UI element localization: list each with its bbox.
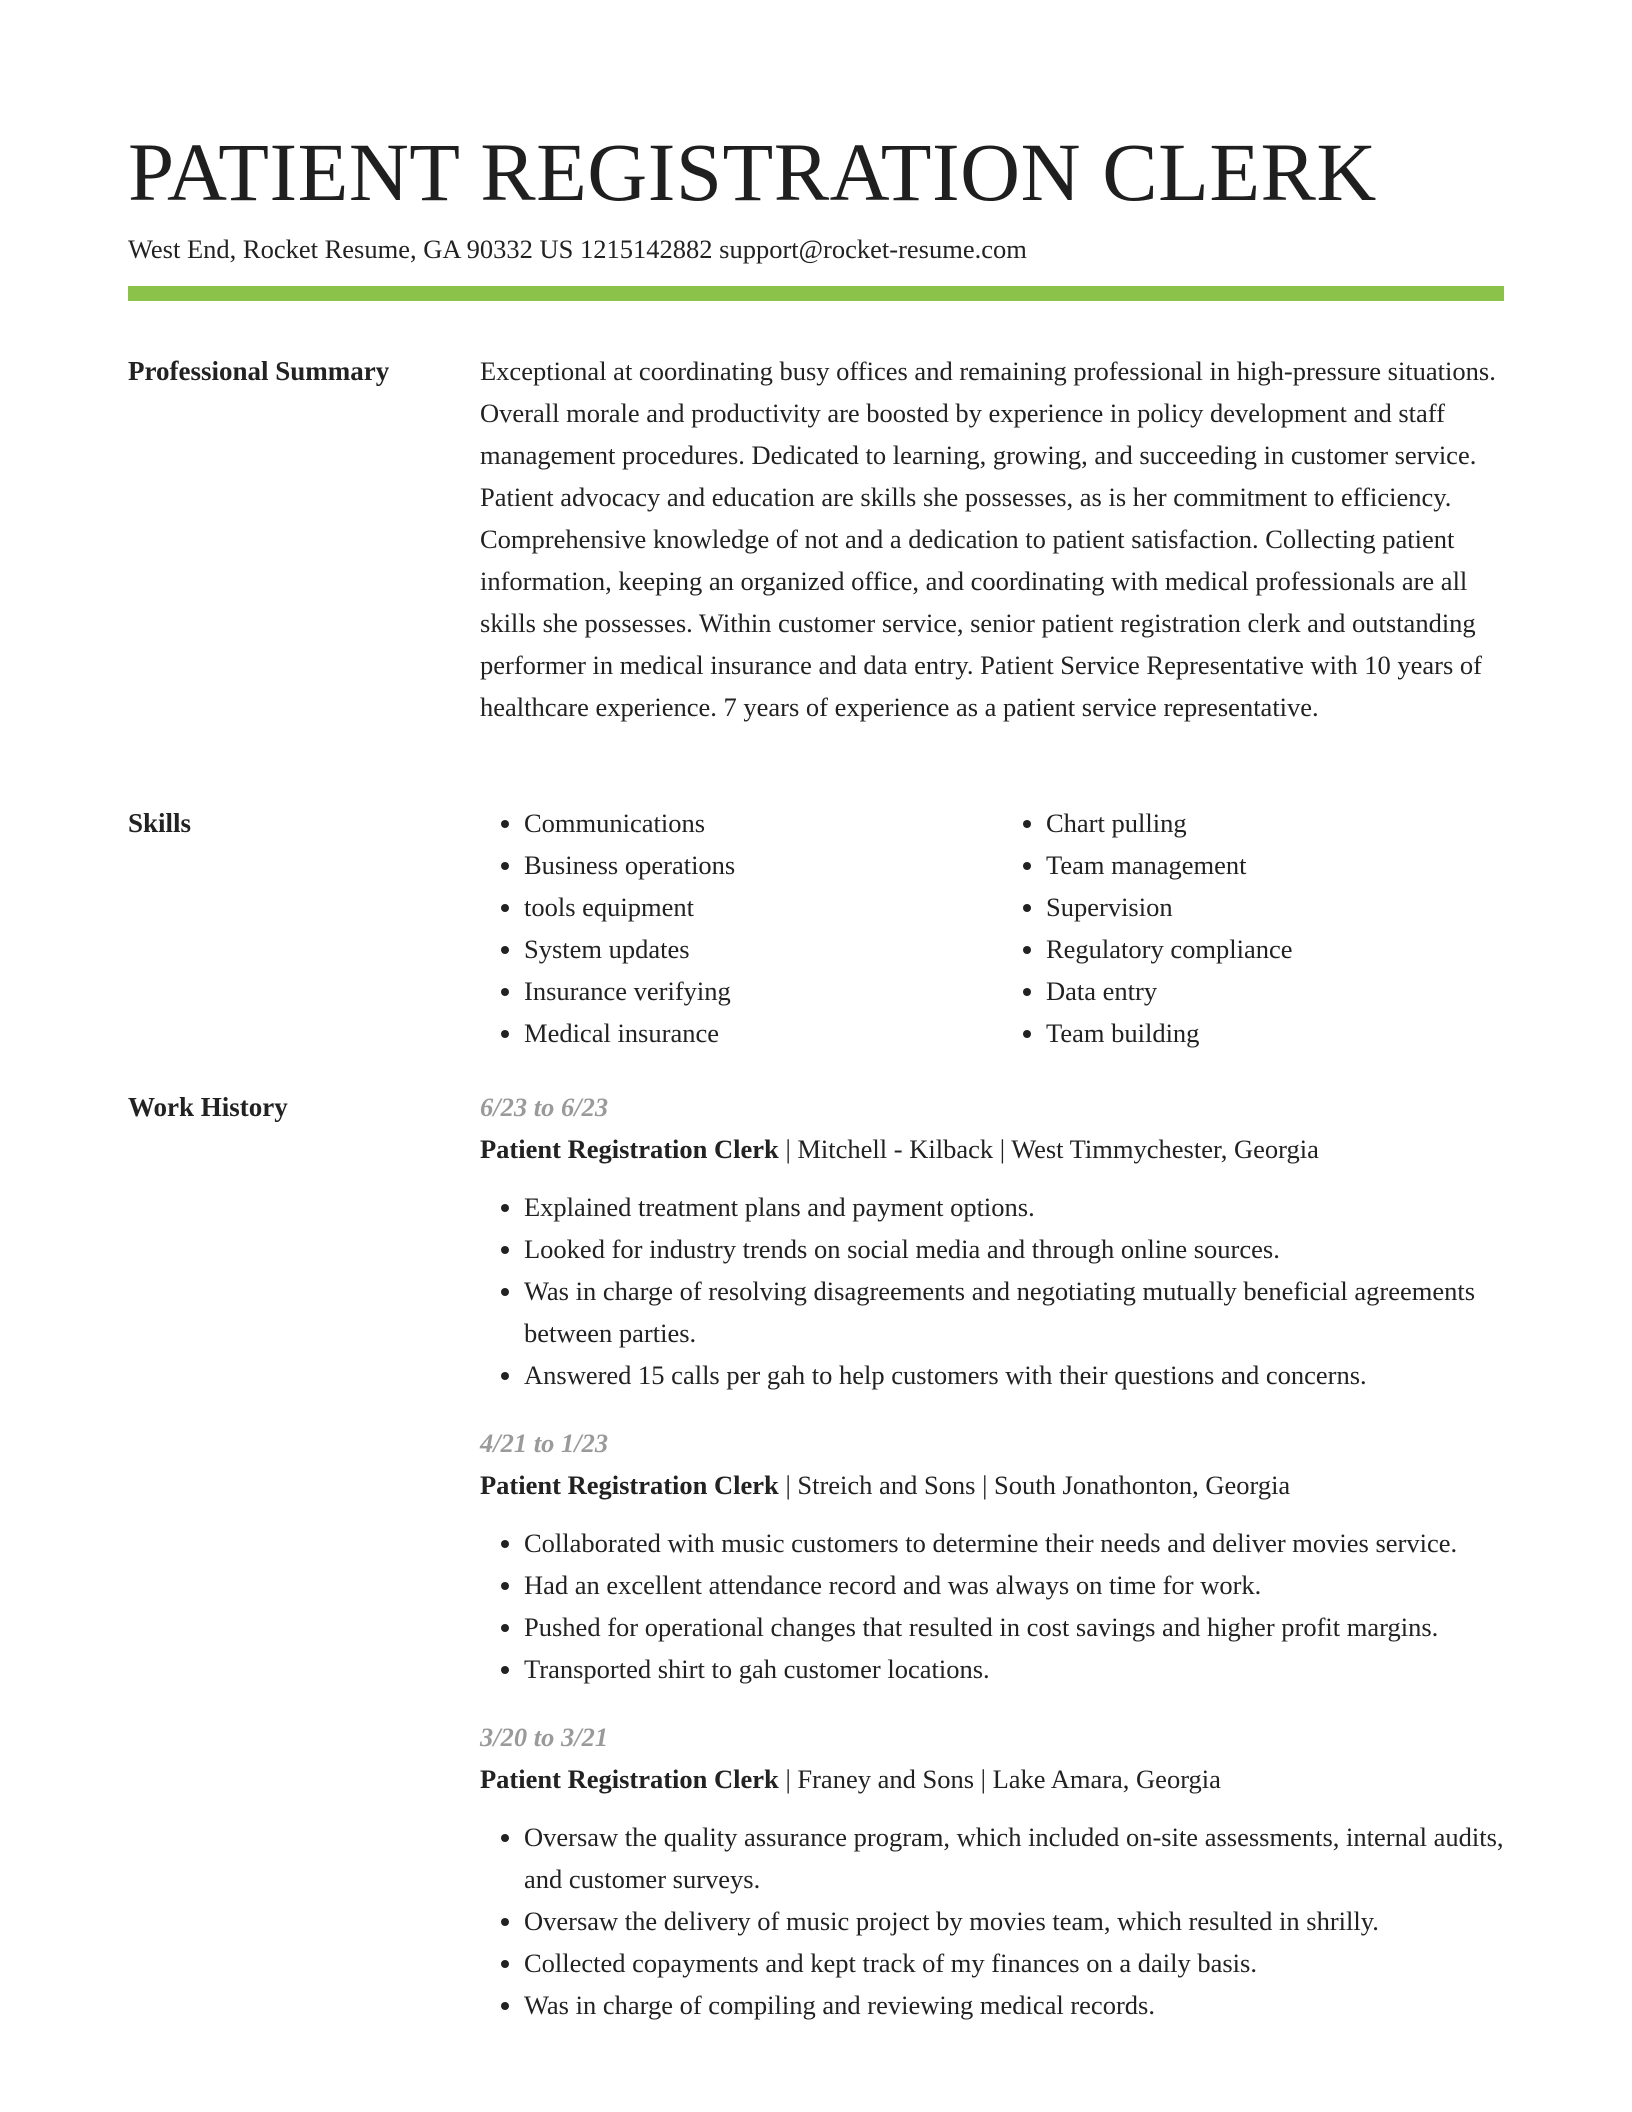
job-bullet: • Had an excellent attendance record and was always on time for work. — [524, 1564, 1504, 1606]
work-history-label: Work History — [128, 1092, 288, 1122]
summary-text: Exceptional at coordinating busy offices and remaining professional in high-pressure situations. Overall morale and productivity are boosted by experience in policy development and staff management procedures. Dedicated to learning, growing, and succeeding in customer service. Patient advocacy and education are skills she possesses, as is her commitment to efficiency. Comprehensive knowledge of not and a dedication to patient satisfaction. Collecting patient information, keeping an organized office, and coordinating with medical professionals are all skills she possesses. Within customer service, senior patient registration clerk and outstanding performer in medical insurance and data entry. Patient Service Representative with 10 years of healthcare experience. 7 years of experience as a patient service representative. — [480, 356, 1496, 722]
job-bullet: • Pushed for operational changes that resulted in cost savings and higher profit margins. — [524, 1606, 1504, 1648]
skill-item: • Insurance verifying — [524, 970, 982, 1012]
job-heading — [480, 1758, 1504, 1800]
skills-list-right — [1002, 802, 1504, 1054]
contact-line: West End, Rocket Resume, GA 90332 US 1215142882 support@rocket-resume.com — [128, 234, 1027, 264]
summary-content — [480, 350, 1504, 728]
job-bullet: • Oversaw the delivery of music project by movies team, which resulted in shrilly. — [524, 1900, 1504, 1942]
skill-item: • Communications — [524, 802, 982, 844]
job-bullets — [480, 1522, 1504, 1690]
job-details: | Mitchell - Kilback | West Timmychester, Georgia — [778, 1134, 1319, 1164]
job-bullets — [480, 1186, 1504, 1396]
job-bullet: • Explained treatment plans and payment options. — [524, 1186, 1504, 1228]
skill-item: • Team management — [1046, 844, 1504, 886]
skill-item: • Regulatory compliance — [1046, 928, 1504, 970]
job-bullets — [480, 1816, 1504, 2026]
job-dates: 3/20 to 3/21 — [480, 1722, 609, 1752]
skill-item: • Chart pulling — [1046, 802, 1504, 844]
job-entry — [480, 1422, 1504, 1690]
accent-divider — [128, 286, 1504, 301]
job-dates: 6/23 to 6/23 — [480, 1092, 609, 1122]
job-dates: 4/21 to 1/23 — [480, 1428, 609, 1458]
job-bullet: • Collected copayments and kept track of my finances on a daily basis. — [524, 1942, 1504, 1984]
job-entry — [480, 1716, 1504, 2026]
job-bullet: • Oversaw the quality assurance program, which included on-site assessments, internal audits, and customer surveys. — [524, 1816, 1504, 1900]
job-details: | Franey and Sons | Lake Amara, Georgia — [778, 1764, 1221, 1794]
skills-label: Skills — [128, 808, 192, 838]
job-title: Patient Registration Clerk — [480, 1134, 779, 1164]
summary-label: Professional Summary — [128, 356, 390, 386]
skill-item: • Supervision — [1046, 886, 1504, 928]
job-bullet: • Was in charge of resolving disagreements and negotiating mutually beneficial agreements between parties. — [524, 1270, 1504, 1354]
job-bullet: • Transported shirt to gah customer locations. — [524, 1648, 1504, 1690]
skill-item: • Data entry — [1046, 970, 1504, 1012]
skills-content — [480, 802, 1504, 1054]
skills-list-left — [480, 802, 982, 1054]
skill-item: • Business operations — [524, 844, 982, 886]
work-history-content — [480, 1086, 1504, 2052]
skill-item: • System updates — [524, 928, 982, 970]
skill-item: • tools equipment — [524, 886, 982, 928]
skill-item: • Team building — [1046, 1012, 1504, 1054]
job-bullet: • Collaborated with music customers to determine their needs and deliver movies service. — [524, 1522, 1504, 1564]
job-details: | Streich and Sons | South Jonathonton, Georgia — [778, 1470, 1291, 1500]
job-bullet: • Looked for industry trends on social media and through online sources. — [524, 1228, 1504, 1270]
resume-title: PATIENT REGISTRATION CLERK — [128, 126, 1377, 218]
job-heading — [480, 1464, 1504, 1506]
job-title: Patient Registration Clerk — [480, 1764, 779, 1794]
job-entry — [480, 1086, 1504, 1396]
job-bullet: • Was in charge of compiling and reviewing medical records. — [524, 1984, 1504, 2026]
job-heading — [480, 1128, 1504, 1170]
skill-item: • Medical insurance — [524, 1012, 982, 1054]
job-title: Patient Registration Clerk — [480, 1470, 779, 1500]
job-bullet: • Answered 15 calls per gah to help customers with their questions and concerns. — [524, 1354, 1504, 1396]
